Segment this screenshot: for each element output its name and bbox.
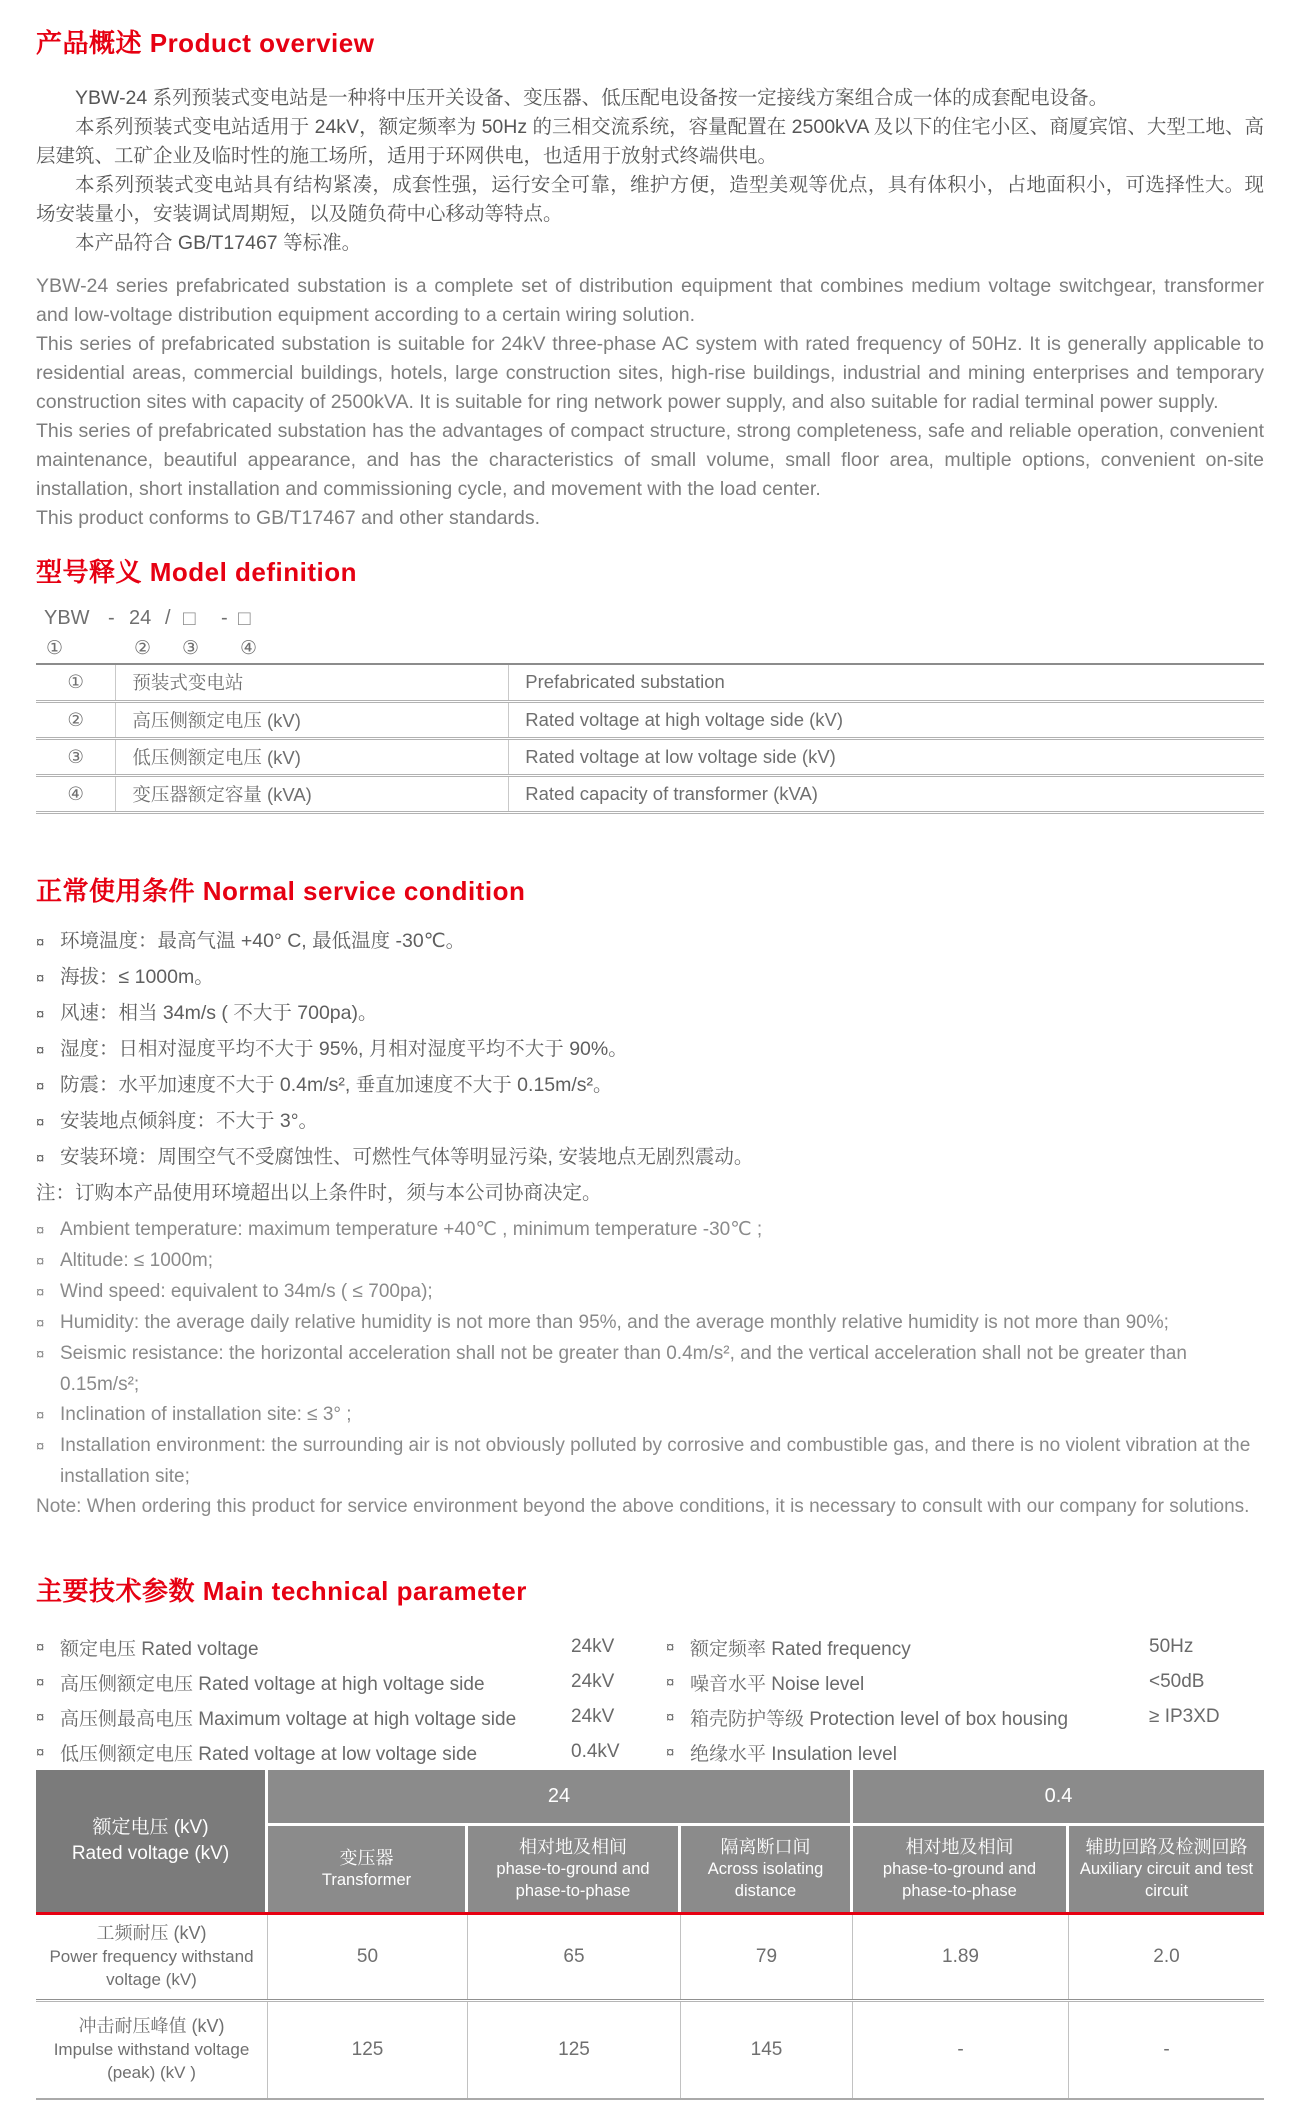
overview-paragraph-cn: 本系列预装式变电站适用于 24kV，额定频率为 50Hz 的三相交流系统，容量配置在 2500kVA 及以下的住宅小区、商厦宾馆、大型工地、高层建筑、工矿企业及临时性的施工场所，适用于环网供电，也适用于放射式终端供电。 (36, 116, 1264, 167)
overview-paragraph-en: This series of prefabricated substation has the advantages of compact structure, strong completeness, safe and reliable operation, convenient maintenance, beautiful appearance, and has the characteristics of small volume, small floor area, multiple options, convenient on-site installation, short installation and commissioning cycle, and movement with the load center. (36, 420, 1264, 500)
bullet-icon: ¤ (666, 1743, 675, 1761)
item-text: 风速：相当 34m/s ( 不大于 700pa)。 (60, 1001, 378, 1024)
model-code-part: 24 (129, 607, 152, 629)
bullet-icon: ¤ (36, 1005, 45, 1023)
table-column-header (1069, 1826, 1264, 1912)
table-group-header-24: 24 (268, 1770, 853, 1826)
section-title-model-definition: 型号释义 Model definition (36, 557, 358, 587)
bullet-icon: ¤ (36, 1406, 45, 1424)
item-text: Inclination of installation site: ≤ 3° ; (60, 1403, 352, 1425)
table-column-header (853, 1826, 1069, 1912)
item-text: Wind speed: equivalent to 34m/s ( ≤ 700pa); (60, 1280, 433, 1302)
parameter-label: 箱壳防护等级 Protection level of box housing (690, 1708, 1069, 1730)
table-column-header (681, 1826, 853, 1912)
item-text: 湿度：日相对湿度平均不大于 95%, 月相对湿度平均不大于 90%。 (60, 1037, 628, 1060)
bullet-icon: ¤ (36, 1437, 45, 1455)
table-row (36, 738, 1264, 775)
service-condition-list-cn (36, 924, 1264, 1176)
model-code-marker: ④ (240, 638, 258, 659)
table-row-label (36, 2002, 268, 2098)
bullet-icon: ¤ (36, 1252, 45, 1270)
corner-label-en: Rated voltage (kV) (71, 1842, 230, 1864)
service-condition-item-cn (36, 924, 1264, 960)
service-condition-note-en: Note: When ordering this product for service environment beyond the above conditions, it is necessary to consult with our company for solutions. (36, 1495, 1250, 1517)
parameter-value: 0.4kV (571, 1741, 620, 1762)
table-row (36, 701, 1264, 738)
row-label-cn: 工频耐压 (kV) (96, 1923, 207, 1943)
model-code-placeholder-box: □ (183, 607, 196, 630)
parameter-label: 额定电压 Rated voltage (60, 1638, 259, 1660)
overview-paragraph-cn: 本系列预装式变电站具有结构紧凑，成套性强，运行安全可靠，维护方便，造型美观等优点，具有体积小，占地面积小，可选择性大。现场安装量小，安装调试周期短，以及随负荷中心移动等特点。 (36, 174, 1264, 225)
service-condition-note-cn: 注：订购本产品使用环境超出以上条件时，须与本公司协商决定。 (36, 1181, 602, 1204)
model-code-placeholder-box: □ (238, 607, 251, 630)
model-code-part: - (108, 607, 115, 629)
service-condition-item-en (36, 1431, 1264, 1492)
parameter-column-left (36, 1630, 666, 1770)
section-title-product-overview: 产品概述 Product overview (36, 28, 375, 58)
table-cell-en: Prefabricated substation (509, 664, 1264, 701)
row-label-en: Power frequency withstand voltage (kV) (49, 1947, 254, 1989)
section-title-service-condition: 正常使用条件 Normal service condition (36, 875, 526, 906)
table-cell-number: ② (36, 701, 116, 738)
table-cell-value: 1.89 (853, 1915, 1069, 1999)
parameter-row (666, 1735, 1264, 1770)
table-cell-en: Rated voltage at low voltage side (kV) (509, 738, 1264, 775)
column-header-cn: 变压器 (339, 1847, 394, 1868)
item-text: 防震：水平加速度不大于 0.4m/s², 垂直加速度不大于 0.15m/s²。 (60, 1073, 613, 1096)
table-bottom-border (36, 2098, 1264, 2100)
table-corner-header (36, 1770, 268, 1912)
parameter-label: 噪音水平 Noise level (690, 1673, 865, 1695)
model-code-marker: ③ (182, 638, 200, 659)
section-title-technical-parameter: 主要技术参数 Main technical parameter (36, 1575, 527, 1606)
table-column-header (268, 1826, 468, 1912)
technical-parameter-section (36, 1576, 1264, 2100)
parameter-column-right (666, 1630, 1264, 1770)
parameter-list (36, 1630, 1264, 1770)
column-header-en: phase-to-ground and phase-to-phase (496, 1859, 650, 1900)
table-cell-number: ③ (36, 738, 116, 775)
table-cell-value: 125 (268, 2002, 468, 2098)
bullet-icon: ¤ (36, 1638, 45, 1656)
service-condition-item-en (36, 1246, 1264, 1277)
table-row-label (36, 1915, 268, 1999)
bullet-icon: ¤ (666, 1708, 675, 1726)
column-header-en: Transformer (321, 1870, 412, 1889)
table-cell-value: 50 (268, 1915, 468, 1999)
parameter-value: <50dB (1149, 1671, 1205, 1692)
item-text: 安装环境：周围空气不受腐蚀性、可燃性气体等明显污染, 安装地点无剧烈震动。 (60, 1145, 754, 1168)
overview-paragraph-en: This product conforms to GB/T17467 and other standards. (36, 507, 541, 529)
bullet-icon: ¤ (666, 1673, 675, 1691)
overview-paragraph-cn: YBW-24 系列预装式变电站是一种将中压开关设备、变压器、低压配电设备按一定接线方案组合成一体的成套配电设备。 (75, 87, 1109, 109)
row-label-en: Impulse withstand voltage (peak) (kV ) (53, 2040, 250, 2082)
bullet-icon: ¤ (36, 1708, 45, 1726)
table-cell-value: 145 (681, 2002, 853, 2098)
service-condition-item-en (36, 1215, 1264, 1246)
table-cell-value: - (853, 2002, 1069, 2098)
bullet-icon: ¤ (36, 1314, 45, 1332)
item-text: Installation environment: the surrounding air is not obviously polluted by corrosive and combustible gas, and there is no violent vibration at the installation site; (60, 1434, 1251, 1487)
parameter-value: 24kV (571, 1671, 615, 1692)
column-header-en: Auxiliary circuit and test circuit (1079, 1859, 1254, 1900)
column-header-cn: 相对地及相间 (905, 1836, 1014, 1857)
table-group-header-0-4: 0.4 (853, 1770, 1264, 1826)
table-row (36, 775, 1264, 812)
parameter-value: 50Hz (1149, 1636, 1194, 1657)
model-definition-section (36, 557, 1264, 814)
parameter-row (36, 1630, 666, 1665)
overview-paragraph-en: This series of prefabricated substation is suitable for 24kV three-phase AC system with rated frequency of 50Hz. It is generally applicable to residential areas, commercial buildings, hotels, large construction sites, high-rise buildings, industrial and mining enterprises and temporary construction sites with capacity of 2500kVA. It is suitable for ring network power supply, and also suitable for radial terminal power supply. (36, 333, 1264, 413)
bullet-icon: ¤ (36, 1673, 45, 1691)
table-cell-en: Rated voltage at high voltage side (kV) (509, 701, 1264, 738)
table-cell-value: 65 (468, 1915, 681, 1999)
item-text: 安装地点倾斜度：不大于 3°。 (60, 1109, 319, 1132)
parameter-label: 高压侧额定电压 Rated voltage at high voltage side (60, 1673, 485, 1695)
parameter-label: 高压侧最高电压 Maximum voltage at high voltage side (60, 1708, 517, 1730)
bullet-icon: ¤ (36, 933, 45, 951)
table-cell-value: 2.0 (1153, 1945, 1180, 1967)
table-column-header (468, 1826, 681, 1912)
column-header-en: phase-to-ground and phase-to-phase (882, 1859, 1037, 1900)
bullet-icon: ¤ (36, 1221, 45, 1239)
parameter-row (666, 1665, 1264, 1700)
parameter-label: 低压侧额定电压 Rated voltage at low voltage side (60, 1743, 478, 1765)
service-condition-item-cn (36, 1032, 1264, 1068)
parameter-value: 24kV (571, 1636, 615, 1657)
bullet-icon: ¤ (36, 1743, 45, 1761)
row-label-cn: 冲击耐压峰值 (kV) (78, 2016, 225, 2036)
parameter-row (666, 1700, 1264, 1735)
overview-paragraph-en: YBW-24 series prefabricated substation is a complete set of distribution equipment that combines medium voltage switchgear, transformer and low-voltage distribution equipment according to a certain wiring solution. (36, 275, 1264, 326)
service-condition-item-en (36, 1308, 1264, 1339)
service-condition-item-cn (36, 1140, 1264, 1176)
insulation-level-table (36, 1770, 1264, 2100)
model-code-part: / (165, 607, 171, 629)
bullet-icon: ¤ (666, 1638, 675, 1656)
table-cell-number: ④ (36, 775, 116, 812)
bullet-icon: ¤ (36, 969, 45, 987)
parameter-row (36, 1700, 666, 1735)
bullet-icon: ¤ (36, 1077, 45, 1095)
model-code-marker: ② (134, 638, 152, 659)
parameter-row (666, 1630, 1264, 1665)
item-text: Altitude: ≤ 1000m; (60, 1249, 214, 1271)
bullet-icon: ¤ (36, 1041, 45, 1059)
corner-label-cn: 额定电压 (kV) (92, 1816, 209, 1838)
service-condition-section (36, 876, 1264, 1522)
table-cell-cn: 低压侧额定电压 (kV) (116, 738, 509, 775)
table-cell-cn: 高压侧额定电压 (kV) (116, 701, 509, 738)
column-header-en: Across isolating distance (707, 1859, 824, 1900)
item-text: Humidity: the average daily relative humidity is not more than 95%, and the average monthly relative humidity is not more than 90%; (60, 1311, 1169, 1333)
bullet-icon: ¤ (36, 1149, 45, 1167)
table-cell-value: - (1163, 2038, 1170, 2060)
service-condition-item-cn (36, 960, 1264, 996)
table-cell-value: 79 (681, 1915, 853, 1999)
overview-en-block (36, 272, 1264, 533)
table-cell-cn: 预装式变电站 (116, 664, 509, 701)
column-header-cn: 相对地及相间 (519, 1836, 627, 1857)
service-condition-item-cn (36, 996, 1264, 1032)
model-code-marker: ① (46, 638, 64, 659)
parameter-value: 24kV (571, 1706, 615, 1727)
item-text: Seismic resistance: the horizontal acceleration shall not be greater than 0.4m/s², and the vertical acceleration shall not be greater than 0.15m/s²; (60, 1342, 1187, 1395)
service-condition-item-cn (36, 1104, 1264, 1140)
service-condition-item-cn (36, 1068, 1264, 1104)
model-code-formula (36, 607, 1264, 663)
column-header-cn: 隔离断口间 (720, 1836, 811, 1857)
table-cell-number: ① (36, 664, 116, 701)
item-text: 环境温度：最高气温 +40° C, 最低温度 -30℃。 (60, 929, 466, 952)
parameter-row (36, 1665, 666, 1700)
column-header-cn: 辅助回路及检测回路 (1085, 1836, 1248, 1857)
parameter-row (36, 1735, 666, 1770)
service-condition-item-en (36, 1277, 1264, 1308)
service-condition-list-en (36, 1215, 1264, 1492)
model-code-part: - (221, 607, 228, 629)
parameter-value: ≥ IP3XD (1149, 1706, 1220, 1727)
bullet-icon: ¤ (36, 1283, 45, 1301)
overview-paragraph-cn: 本产品符合 GB/T17467 等标准。 (75, 232, 362, 254)
model-definition-table (36, 663, 1264, 814)
service-condition-item-en (36, 1400, 1264, 1431)
parameter-label: 绝缘水平 Insulation level (690, 1743, 897, 1765)
item-text: Ambient temperature: maximum temperature +40℃ , minimum temperature -30℃ ; (60, 1218, 763, 1240)
overview-cn-block (36, 84, 1264, 258)
table-row (36, 664, 1264, 701)
item-text: 海拔：≤ 1000m。 (60, 965, 214, 988)
bullet-icon: ¤ (36, 1345, 45, 1363)
table-cell-en: Rated capacity of transformer (kVA) (509, 775, 1264, 812)
table-cell-cn: 变压器额定容量 (kVA) (116, 775, 509, 812)
bullet-icon: ¤ (36, 1113, 45, 1131)
model-code-part: YBW (44, 607, 90, 629)
service-condition-item-en (36, 1339, 1264, 1400)
parameter-label: 额定频率 Rated frequency (690, 1638, 911, 1660)
table-cell-value: 125 (468, 2002, 681, 2098)
